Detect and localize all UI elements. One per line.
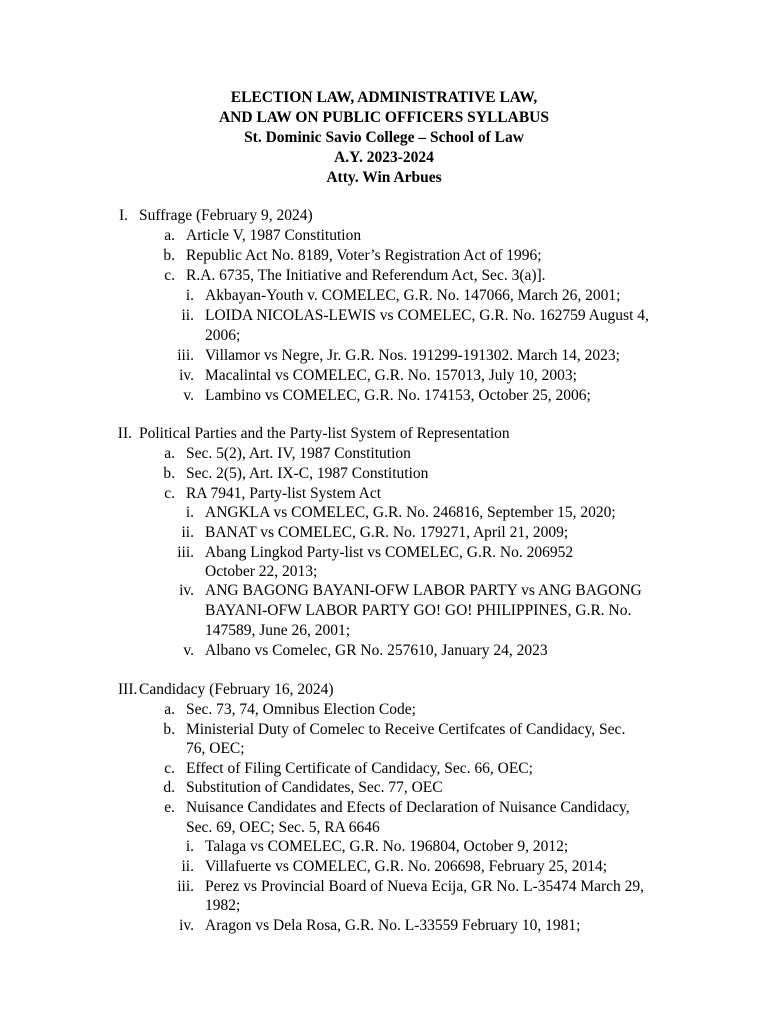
s2-case-v: Albano vs Comelec, GR No. 257610, January 24, 2023 (205, 642, 548, 659)
s1-case-iii-marker: iii. (177, 347, 194, 364)
s1-case-iv: Macalintal vs COMELEC, G.R. No. 157013, July 10, 2003; (205, 367, 577, 384)
s1-item-c-marker: c. (164, 267, 175, 284)
s3-case-iii-line-2: 1982; (205, 897, 241, 914)
s3-item-b-marker: b. (163, 721, 175, 738)
header-school: St. Dominic Savio College – School of Law (244, 129, 524, 146)
s3-item-c-marker: c. (164, 760, 175, 777)
s3-item-a-marker: a. (164, 701, 175, 718)
s2-item-a: Sec. 5(2), Art. IV, 1987 Constitution (186, 445, 411, 462)
s3-case-ii-marker: ii. (181, 858, 194, 875)
s3-item-b-line-2: 76, OEC; (186, 740, 245, 757)
s1-item-a: Article V, 1987 Constitution (186, 227, 362, 244)
section-1-number: I. (118, 207, 128, 224)
s2-case-iv-line-1: ANG BAGONG BAYANI-OFW LABOR PARTY vs ANG BAGONG (205, 582, 642, 599)
s3-item-d-marker: d. (163, 779, 175, 796)
s1-case-iii: Villamor vs Negre, Jr. G.R. Nos. 191299-191302. March 14, 2023; (205, 347, 620, 364)
s1-case-v-marker: v. (183, 387, 194, 404)
s2-case-i: ANGKLA vs COMELEC, G.R. No. 246816, September 15, 2020; (205, 504, 616, 521)
syllabus-header (0, 88, 768, 188)
s2-item-b-marker: b. (163, 465, 175, 482)
s1-case-ii-marker: ii. (181, 307, 194, 324)
s3-case-i: Talaga vs COMELEC, G.R. No. 196804, October 9, 2012; (205, 838, 569, 855)
s2-case-v-marker: v. (183, 642, 194, 659)
s2-case-ii: BANAT vs COMELEC, G.R. No. 179271, April 21, 2009; (205, 524, 569, 541)
s1-case-i: Akbayan-Youth v. COMELEC, G.R. No. 147066, March 26, 2001; (205, 287, 621, 304)
s2-item-c: RA 7941, Party-list System Act (186, 485, 382, 502)
s1-item-c: R.A. 6735, The Initiative and Referendum Act, Sec. 3(a)]. (186, 267, 546, 284)
s3-item-d: Substitution of Candidates, Sec. 77, OEC (186, 779, 443, 796)
s3-item-b-line-1: Ministerial Duty of Comelec to Receive Certifcates of Candidacy, Sec. (186, 721, 626, 738)
s2-case-iii-line-1: Abang Lingkod Party-list vs COMELEC, G.R. No. 206952 (205, 544, 574, 561)
s1-case-iv-marker: iv. (179, 367, 194, 384)
s2-case-iv-line-2: BAYANI-OFW LABOR PARTY GO! GO! PHILIPPINES, G.R. No. (205, 602, 632, 619)
s1-item-b: Republic Act No. 8189, Voter’s Registration Act of 1996; (186, 247, 542, 264)
s2-case-iii-marker: iii. (177, 544, 194, 561)
s1-item-a-marker: a. (164, 227, 175, 244)
s2-case-iii-line-2: October 22, 2013; (205, 563, 318, 580)
s3-item-c: Effect of Filing Certificate of Candidacy, Sec. 66, OEC; (186, 760, 533, 777)
header-academic-year: A.Y. 2023-2024 (334, 149, 434, 166)
s2-item-a-marker: a. (164, 445, 175, 462)
s3-item-e-marker: e. (164, 799, 175, 816)
header-title-line-1: ELECTION LAW, ADMINISTRATIVE LAW, (230, 89, 538, 106)
s3-case-ii: Villafuerte vs COMELEC, G.R. No. 206698, February 25, 2014; (205, 858, 608, 875)
s2-case-i-marker: i. (185, 504, 194, 521)
s3-item-e-line-1: Nuisance Candidates and Efects of Declaration of Nuisance Candidacy, (186, 799, 630, 816)
section-2-number: II. (117, 425, 132, 442)
s3-case-iv-marker: iv. (179, 917, 194, 934)
section-1-title: Suffrage (February 9, 2024) (139, 207, 313, 224)
s3-case-iv: Aragon vs Dela Rosa, G.R. No. L-33559 February 10, 1981; (205, 917, 581, 934)
s2-case-iv-line-3: 147589, June 26, 2001; (205, 622, 351, 639)
header-instructor: Atty. Win Arbues (326, 169, 442, 186)
s1-case-ii-line-2: 2006; (205, 327, 241, 344)
s1-case-v: Lambino vs COMELEC, G.R. No. 174153, October 25, 2006; (205, 387, 591, 404)
s2-item-b: Sec. 2(5), Art. IX-C, 1987 Constitution (186, 465, 429, 482)
s3-case-iii-line-1: Perez vs Provincial Board of Nueva Ecija, GR No. L-35474 March 29, (205, 878, 645, 895)
s2-case-ii-marker: ii. (181, 524, 194, 541)
s2-case-iv-marker: iv. (179, 582, 194, 599)
s1-case-ii-line-1: LOIDA NICOLAS-LEWIS vs COMELEC, G.R. No. 162759 August 4, (205, 307, 649, 324)
s3-case-i-marker: i. (185, 838, 194, 855)
section-2-title: Political Parties and the Party-list System of Representation (139, 425, 510, 442)
section-3-number: III. (118, 681, 138, 698)
header-title-line-2: AND LAW ON PUBLIC OFFICERS SYLLABUS (218, 109, 549, 126)
s2-item-c-marker: c. (164, 485, 175, 502)
s3-case-iii-marker: iii. (177, 878, 194, 895)
s1-item-b-marker: b. (163, 247, 175, 264)
s1-case-i-marker: i. (185, 287, 194, 304)
s3-item-a: Sec. 73, 74, Omnibus Election Code; (186, 701, 416, 718)
s3-item-e-line-2: Sec. 69, OEC; Sec. 5, RA 6646 (186, 819, 380, 836)
section-3-title: Candidacy (February 16, 2024) (139, 681, 334, 698)
